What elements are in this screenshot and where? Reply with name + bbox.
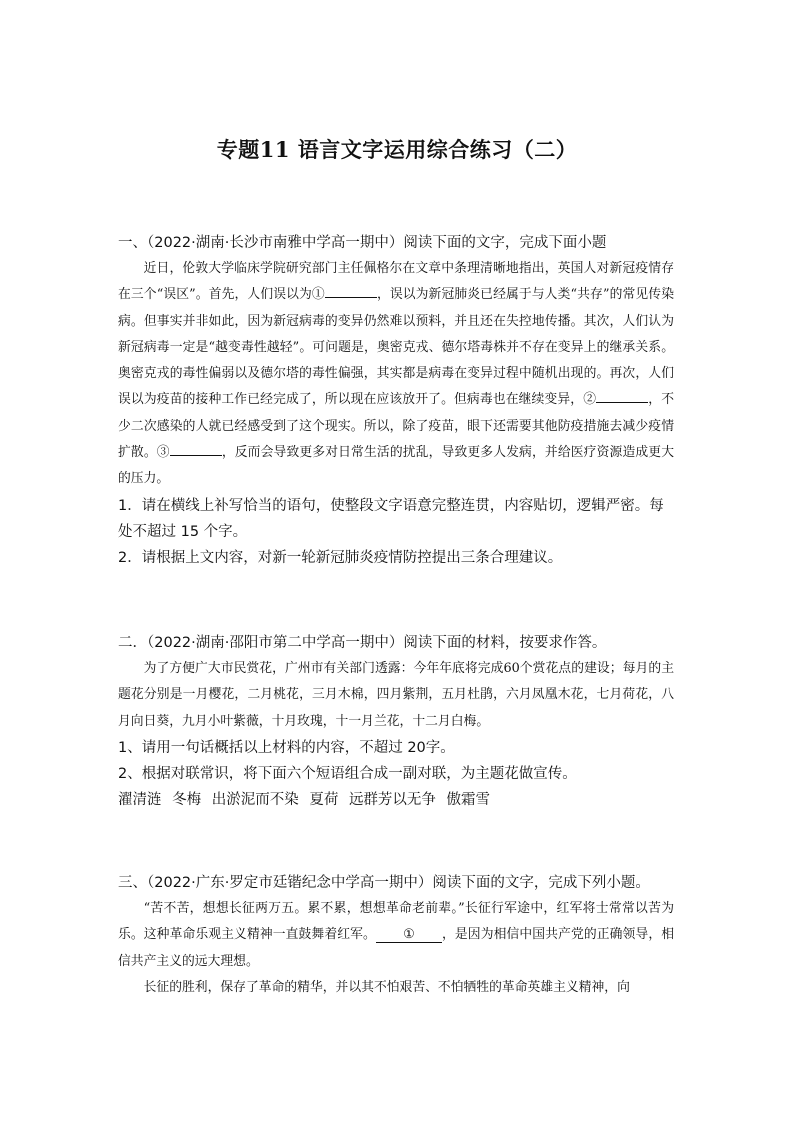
section-1-question-2: 2．请根据上文内容，对新一轮新冠肺炎疫情防控提出三条合理建议。 <box>118 549 563 566</box>
section-3-passage-1 <box>118 896 674 975</box>
passage-text: ，误以为新冠肺炎已经属于与人类“共存”的常见传染病。但事实并非如此，因为新冠病毒的变异仍然难以预料，并且还在失控地传播。其次，人们认为新冠病毒一定是“越变毒性越轻”。可问题是，奥密克戎、德尔塔毒株并不存在变异上的继承关系。奥密克戎的毒性偏弱以及德尔塔的毒性偏强，其实都是病毒在变异过程中随机出现的。再次，人们误以为疫苗的接种工作已经完成了，所以现在应该放开了。但病毒也在继续变异，② <box>118 287 674 408</box>
phrase-item: 傲霜雪 <box>446 791 491 808</box>
passage-text: ，是因为相信中国共产党的正确领导，相信共产主义的远大理想。 <box>118 927 675 969</box>
phrase-item: 濯清涟 <box>118 791 162 808</box>
page-title: 专题11 语言文字运用综合练习（二） <box>216 137 578 162</box>
phrase-item: 出淤泥而不染 <box>211 791 299 808</box>
section-1-heading: 一、（2022·湖南·长沙市南雅中学高一期中）阅读下面的文字，完成下面小题 <box>118 235 607 251</box>
blank-2 <box>596 402 648 403</box>
section-2-heading: 二．（2022·湖南·邵阳市第二中学高一期中）阅读下面的材料，按要求作答。 <box>118 635 607 651</box>
passage-text: 近日，伦敦大学临床学院研究部门主任佩格尔在文章中条理清晰地指出，英国人对新冠疫情存在三个“误区”。首先，人们误以为① <box>118 261 674 303</box>
section-1-passage <box>118 256 674 493</box>
section-2-passage: 为了方便广大市民赏花，广州市有关部门透露：今年年底将完成60个赏花点的建设；每月的主题花分别是一月樱花，二月桃花，三月木棉，四月紫荆，五月杜鹃，六月凤凰木花，七月荷花，八月向日葵，九月小叶紫薇，十月玫瑰，十一月兰花，十二月白梅。 <box>118 661 674 729</box>
phrase-item: 夏荷 <box>309 791 339 808</box>
blank-1: ① <box>376 928 442 943</box>
section-1-question-1: 1．请在横线上补写恰当的语句，使整段文字语意完整连贯，内容贴切，逻辑严密。每处不超过 15 个字。 <box>118 497 664 540</box>
section-3-passage-2: 长征的胜利，保存了革命的精华，并以其不怕艰苦、不怕牺牲的革命英雄主义精神，向 <box>143 979 630 995</box>
section-3-heading: 三、（2022·广东·罗定市廷锴纪念中学高一期中）阅读下面的文字，完成下列小题。 <box>118 875 650 891</box>
section-2-question-1: 1、请用一句话概括以上材料的内容，不超过 20字。 <box>118 739 455 756</box>
phrase-item: 远群芳以无争 <box>348 791 436 808</box>
blank-3 <box>170 455 222 456</box>
section-1 <box>118 230 674 571</box>
passage-text: ，反而会导致更多对日常生活的扰乱，导致更多人发病，并给医疗资源造成更大的压力。 <box>118 445 675 487</box>
section-2-question-2: 2、根据对联常识，将下面六个短语组合成一副对联，为主题花做宣传。 <box>118 765 577 782</box>
blank-1 <box>325 297 377 298</box>
phrase-list <box>118 787 674 813</box>
passage-text: ，不少二次感染的人就已经感受到了这个现实。所以，除了疫苗，眼下还需要其他防疫措施去减少疫情扩散。③ <box>118 392 675 461</box>
section-2 <box>118 630 674 813</box>
phrase-item: 冬梅 <box>172 791 202 808</box>
passage-text: “苦不苦，想想长征两万五。累不累，想想革命老前辈。”长征行军途中，红军将士常常以苦为乐。这种革命乐观主义精神一直鼓舞着红军。 <box>118 901 674 943</box>
section-3 <box>118 870 674 1001</box>
